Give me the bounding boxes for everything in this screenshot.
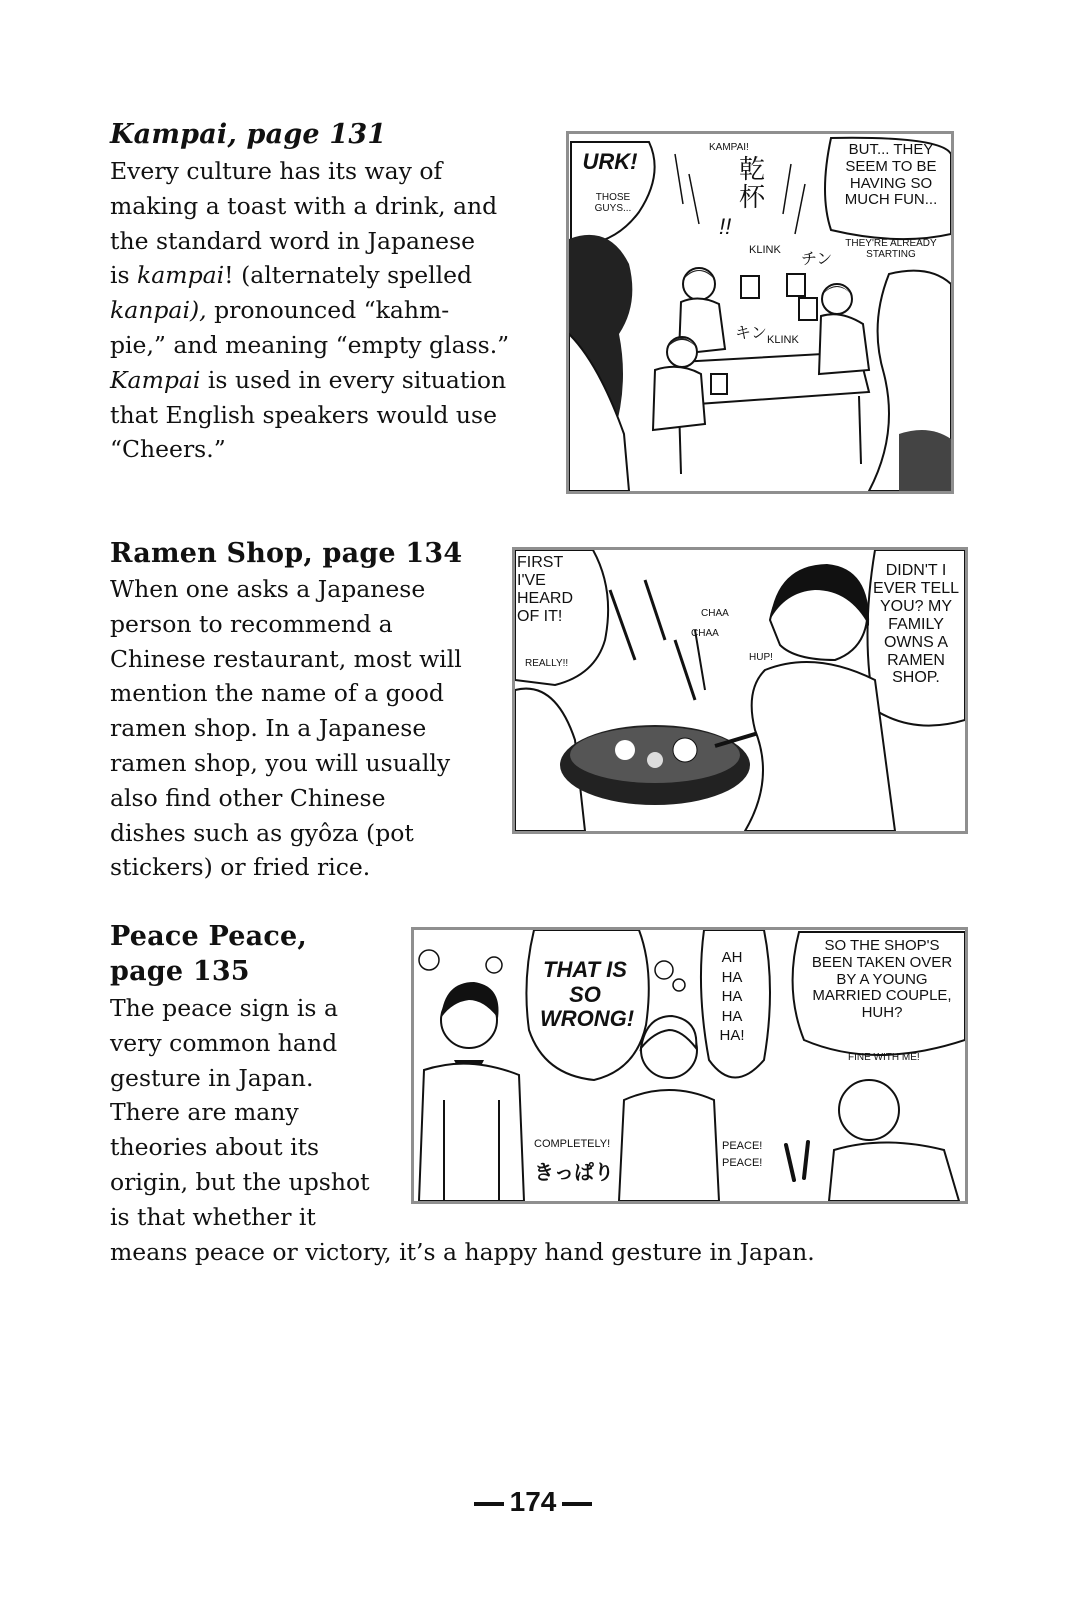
- already-starting-text: THEY'RE ALREADY STARTING: [845, 238, 937, 261]
- chaa-sfx: CHAA: [691, 628, 719, 639]
- kin-sfx: キン: [735, 325, 767, 342]
- text-line: ramen shop. In a Japanese: [110, 714, 427, 743]
- kampai-sfx: KAMPAI!: [709, 142, 749, 153]
- text-line: is that whether it: [110, 1202, 316, 1231]
- klink-sfx: KLINK: [749, 244, 781, 256]
- text-line: gesture in Japan.: [110, 1063, 314, 1092]
- kampai-heading: Kampai, page 131: [110, 119, 387, 150]
- exclaim-sfx: !!: [719, 214, 732, 239]
- text-line: dishes such as gyôza (pot: [110, 818, 414, 847]
- kanpai-kanji: 乾杯: [739, 155, 766, 213]
- but-they-text: BUT... THEY SEEM TO BE HAVING SO MUCH FUN...: [844, 141, 938, 209]
- peace-peace-sfx: PEACE! PEACE!: [722, 1140, 763, 1169]
- text-line: theories about its: [110, 1133, 320, 1162]
- urk-text: URK!: [582, 149, 638, 174]
- hup-sfx: HUP!: [749, 652, 773, 663]
- so-wrong-text: THAT IS SO WRONG!: [540, 957, 635, 1032]
- kampai-term: Kampai: [110, 365, 201, 394]
- dash-right: [562, 1502, 592, 1506]
- text-line: The peace sign is a: [110, 994, 338, 1022]
- ah-ha-text: AH HA HA HA HA!: [719, 949, 745, 1044]
- klink-sfx: KLINK: [767, 334, 799, 346]
- really-sfx: REALLY!!: [525, 658, 569, 669]
- kippari-sfx: きっぱり: [534, 1162, 614, 1184]
- shop-taken-text: SO THE SHOP'S BEEN TAKEN OVER BY A YOUNG MARRIED COUPLE, HUH?: [811, 937, 953, 1022]
- text-line: the standard word in Japanese: [110, 226, 476, 255]
- peace-manga-panel: [411, 927, 968, 1204]
- text-line: Kampai is used in every situation: [110, 365, 507, 394]
- text-line: Every culture has its way of: [110, 157, 443, 185]
- completely-sfx: COMPLETELY!: [534, 1138, 611, 1150]
- chaa-sfx: CHAA: [701, 608, 729, 619]
- text-line: “Cheers.”: [110, 435, 226, 464]
- fine-with-me-text: FINE WITH ME!: [848, 1052, 920, 1063]
- text-line: means peace or victory, it’s a happy hand gesture in Japan.: [110, 1237, 815, 1266]
- text-line: origin, but the upshot: [110, 1167, 370, 1196]
- text-line: person to recommend a: [110, 609, 393, 638]
- ramen-body: [110, 572, 462, 885]
- peace-heading-line2: page 135: [110, 956, 250, 987]
- text-line: making a toast with a drink, and: [110, 191, 498, 220]
- chin-sfx: チン: [801, 251, 833, 268]
- page-number: [0, 1486, 1066, 1518]
- text-line: There are many: [110, 1098, 299, 1127]
- kampai-body: [110, 154, 509, 467]
- kampai-term: kampai: [137, 261, 225, 290]
- text-line: very common hand: [110, 1028, 338, 1057]
- text-line: Chinese restaurant, most will: [110, 644, 462, 673]
- ramen-manga-panel: [512, 547, 968, 834]
- peace-heading-line1: Peace Peace,: [110, 921, 307, 952]
- kanpai-term: kanpai),: [110, 296, 207, 325]
- text-line: ramen shop, you will usually: [110, 748, 451, 777]
- text-line: mention the name of a good: [110, 679, 444, 708]
- text-line: When one asks a Japanese: [110, 575, 426, 603]
- dash-left: [474, 1502, 504, 1506]
- ramen-heading: Ramen Shop, page 134: [110, 538, 463, 569]
- text-line: kanpai), pronounced “kahm-: [110, 296, 450, 325]
- page-number-text: 174: [509, 1486, 557, 1517]
- text-line: pie,” and meaning “empty glass.”: [110, 330, 510, 359]
- text-line: stickers) or fried rice.: [110, 853, 371, 882]
- those-guys-text: THOSE GUYS...: [594, 192, 632, 215]
- first-heard-text: FIRST I'VE HEARD OF IT!: [517, 554, 574, 625]
- kampai-manga-panel: [566, 131, 954, 494]
- family-ramen-text: DIDN'T I EVER TELL YOU? MY FAMILY OWNS A RAMEN SHOP.: [873, 562, 959, 687]
- text-line: is kampai! (alternately spelled: [110, 261, 473, 290]
- text-line: that English speakers would use: [110, 400, 497, 429]
- text-line: also find other Chinese: [110, 783, 386, 812]
